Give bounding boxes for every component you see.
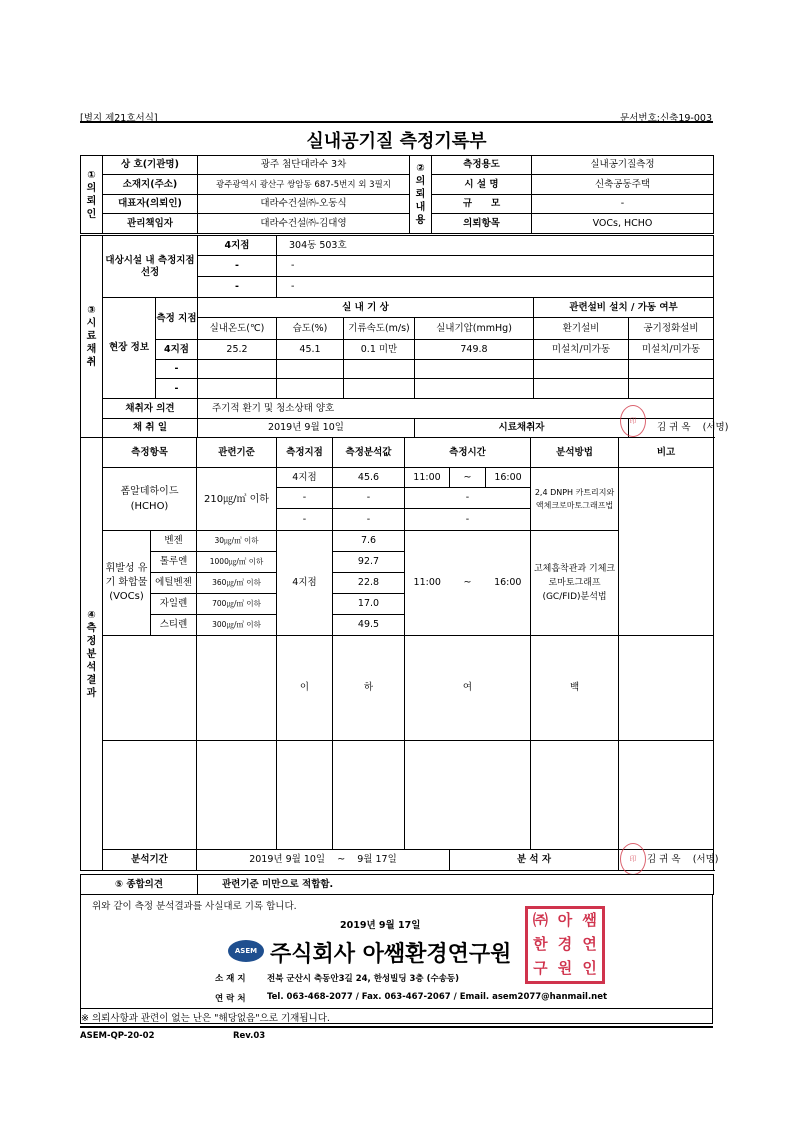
- remark-cell: [619, 468, 714, 636]
- period-end: 9월 17일: [357, 854, 397, 865]
- client-name-label: 상 호(기관명): [103, 156, 198, 175]
- blank-mark-3: 여: [405, 636, 531, 741]
- overall-opinion: 관련기준 미만으로 적합함.: [198, 875, 714, 895]
- seal-char: 경: [557, 935, 573, 953]
- table-row: [81, 636, 714, 741]
- blank-mark-1: 이: [277, 636, 333, 741]
- section3-label: ③ 시 료 채 취: [81, 236, 103, 438]
- hcho-standard: 210㎍/㎥ 이하: [197, 468, 277, 531]
- ventilation-value: 미설치/미가동: [534, 340, 629, 360]
- seal-char: 원: [557, 959, 573, 977]
- address-value: 광주광역시 광산구 쌍암동 687-5번지 외 3필지: [198, 175, 410, 195]
- representative-value: 대라수건설㈜-오동식: [198, 195, 410, 214]
- request-items-value: VOCs, HCHO: [532, 214, 714, 234]
- header-standard: 관련기준: [197, 438, 277, 468]
- table-row: [81, 340, 714, 360]
- sampler-opinion: 주기적 환기 및 청소상태 양호: [198, 399, 714, 419]
- hcho-value: -: [333, 509, 405, 531]
- voc-item: 휘발성 유기 화합물 (VOCs): [103, 531, 151, 636]
- hcho-time-tilde: ~: [450, 468, 486, 488]
- blank-mark-2: 하: [333, 636, 405, 741]
- sampling-date-label: 채 취 일: [103, 419, 198, 438]
- sampler-sign: (서명): [702, 422, 729, 433]
- company-address: 전북 군산시 축동안3길 24, 한성빌딩 3층 (수송동): [267, 974, 459, 984]
- voc-standard: 360㎍/㎥ 이하: [197, 573, 277, 594]
- top-rule: [80, 121, 713, 123]
- representative-label: 대표자(의뢰인): [103, 195, 198, 214]
- address-label: 소 재 지: [215, 974, 246, 984]
- seal-char: 구: [533, 959, 548, 977]
- analyst-name: 김 귀 옥: [647, 854, 681, 865]
- header-time: 측정시간: [405, 438, 531, 468]
- note-divider: [80, 1008, 713, 1009]
- voc-standard: 300㎍/㎥ 이하: [197, 615, 277, 636]
- page-title: 실내공기질 측정기록부: [306, 131, 487, 152]
- bottom-rule: [80, 1026, 713, 1028]
- seal-char: 쌤: [582, 911, 597, 929]
- table-row: [81, 468, 714, 488]
- col-temp: 실내온도(℃): [198, 318, 277, 340]
- client-table: [80, 155, 714, 234]
- header-method: 분석방법: [531, 438, 619, 468]
- section1-label: ① 의 뢰 인: [81, 156, 103, 234]
- voc-name: 톨루엔: [151, 552, 197, 573]
- point-header: 측정 지점: [156, 298, 198, 340]
- site-desc-3: -: [277, 277, 714, 298]
- company-name: 주식회사 아쌤환경연구원: [270, 942, 512, 967]
- humidity-value: 45.1: [277, 340, 344, 360]
- col-humidity: 습도(%): [277, 318, 344, 340]
- seal-char: 아: [557, 911, 573, 929]
- document-number: 문서번호:신축19-003: [620, 113, 712, 124]
- table-row: [81, 360, 714, 379]
- scale-label: 규 모: [432, 195, 532, 214]
- col-purifier: 공기정화설비: [629, 318, 714, 340]
- table-row: [81, 741, 714, 850]
- voc-value: 17.0: [333, 594, 405, 615]
- sampler-opinion-label: 채취자 의견: [103, 399, 198, 419]
- hcho-time-end: 16:00: [486, 468, 531, 488]
- voc-value: 7.6: [333, 531, 405, 552]
- analyst-label: 분 석 자: [450, 850, 619, 871]
- site-point-1: 4지점: [198, 236, 277, 256]
- voc-name: 에틸벤젠: [151, 573, 197, 594]
- header-item: 측정항목: [103, 438, 197, 468]
- voc-time-end: 16:00: [486, 531, 531, 636]
- field-point: 4지점: [156, 340, 198, 360]
- period-tilde: ~: [337, 854, 346, 865]
- field-point: -: [156, 379, 198, 399]
- purifier-value: 미설치/미가동: [629, 340, 714, 360]
- issue-date: 2019년 9월 17일: [340, 920, 421, 931]
- period-label: 분석기간: [103, 850, 197, 871]
- statement: 위와 같이 측정 분석결과를 사실대로 기록 합니다.: [92, 901, 297, 912]
- voc-name: 스티렌: [151, 615, 197, 636]
- voc-value: 92.7: [333, 552, 405, 573]
- equipment-header: 관련설비 설치 / 가동 여부: [534, 298, 714, 318]
- site-selection-label: 대상시설 내 측정지점 선정: [103, 236, 198, 298]
- voc-value: 49.5: [333, 615, 405, 636]
- site-point-2: -: [198, 256, 277, 277]
- seal-char: 인: [582, 959, 597, 977]
- period-start: 2019년 9월 10일: [249, 854, 326, 865]
- hcho-point: -: [277, 509, 333, 531]
- hcho-value: 45.6: [333, 468, 405, 488]
- hcho-time: -: [405, 488, 531, 509]
- header-point: 측정지점: [277, 438, 333, 468]
- analysis-table: [80, 437, 719, 871]
- analysis-period: [197, 850, 450, 871]
- voc-name: 벤젠: [151, 531, 197, 552]
- revision: Rev.03: [233, 1031, 266, 1041]
- sampler-label: 시료채취자: [415, 419, 629, 438]
- site-desc-2: -: [277, 256, 714, 277]
- company-contact: Tel. 063-468-2077 / Fax. 063-467-2067 / Email. asem2077@hanmail.net: [267, 992, 608, 1002]
- header-remark: 비고: [619, 438, 714, 468]
- pressure-value: 749.8: [415, 340, 534, 360]
- seal-char: 한: [533, 935, 548, 953]
- section5-label: ⑤ 종합의견: [81, 875, 198, 895]
- asem-logo-icon: ASEM: [228, 940, 264, 962]
- voc-value: 22.8: [333, 573, 405, 594]
- opinion-table: [80, 874, 714, 895]
- voc-standard: 700㎍/㎥ 이하: [197, 594, 277, 615]
- contact-label: 연 락 처: [215, 994, 246, 1004]
- col-pressure: 실내기압(mmHg): [415, 318, 534, 340]
- address-label: 소재지(주소): [103, 175, 198, 195]
- voc-point: 4지점: [277, 531, 333, 636]
- seal-char: ㈜: [532, 911, 548, 929]
- section4-label: ④ 측 정 분 석 결 과: [81, 438, 103, 871]
- sampling-table: [80, 235, 729, 438]
- sampler-name: 김 귀 옥: [657, 422, 691, 433]
- form-code: ASEM-QP-20-02: [80, 1031, 155, 1041]
- purpose-label: 측정용도: [432, 156, 532, 175]
- voc-standard: 1000㎍/㎥ 이하: [197, 552, 277, 573]
- site-desc-1: 304동 503호: [277, 236, 714, 256]
- table-row: [81, 379, 714, 399]
- col-ventilation: 환기설비: [534, 318, 629, 340]
- section2-label: ② 의 뢰 내 용: [410, 156, 432, 234]
- hcho-item: 폼알데하이드 (HCHO): [103, 468, 197, 531]
- manager-value: 대라수건설㈜-김대영: [198, 214, 410, 234]
- field-info-label: 현장 정보: [103, 298, 156, 399]
- footnote: ※ 의뢰사항과 관련이 없는 난은 "해당없음"으로 기재됩니다.: [81, 1013, 330, 1024]
- company-seal: [525, 906, 605, 984]
- header-value: 측정분석값: [333, 438, 405, 468]
- hcho-point: -: [277, 488, 333, 509]
- field-point: -: [156, 360, 198, 379]
- manager-label: 관리책임자: [103, 214, 198, 234]
- seal-char: 연: [582, 935, 597, 953]
- sampler-stamp: 印: [620, 405, 646, 437]
- blank-mark-4: 백: [531, 636, 619, 741]
- col-airflow: 기류속도(m/s): [344, 318, 415, 340]
- hcho-value: -: [333, 488, 405, 509]
- hcho-time: -: [405, 509, 531, 531]
- voc-method: 고체흡착관과 기체크로마토그래프 (GC/FID)분석법: [531, 531, 619, 636]
- indoor-weather-header: 실 내 기 상: [198, 298, 534, 318]
- temp-value: 25.2: [198, 340, 277, 360]
- voc-name: 자일렌: [151, 594, 197, 615]
- client-name: 광주 첨단대라수 3차: [198, 156, 410, 175]
- voc-time-start: 11:00: [405, 531, 450, 636]
- facility-label: 시 설 명: [432, 175, 532, 195]
- voc-standard: 30㎍/㎥ 이하: [197, 531, 277, 552]
- hcho-point: 4지점: [277, 468, 333, 488]
- facility-value: 신축공동주택: [532, 175, 714, 195]
- scale-value: -: [532, 195, 714, 214]
- form-number: [별지 제21호서식]: [80, 113, 158, 124]
- voc-time-tilde: ~: [450, 531, 486, 636]
- analyst-stamp: 印: [620, 843, 646, 875]
- sampling-date: 2019년 9월 10일: [198, 419, 415, 438]
- airflow-value: 0.1 미만: [344, 340, 415, 360]
- analyst-sign: (서명): [692, 854, 719, 865]
- site-point-3: -: [198, 277, 277, 298]
- request-items-label: 의뢰항목: [432, 214, 532, 234]
- hcho-time-start: 11:00: [405, 468, 450, 488]
- purpose-value: 실내공기질측정: [532, 156, 714, 175]
- hcho-method: 2,4 DNPH 카트리지와 액체크로마토그래프법: [531, 468, 619, 531]
